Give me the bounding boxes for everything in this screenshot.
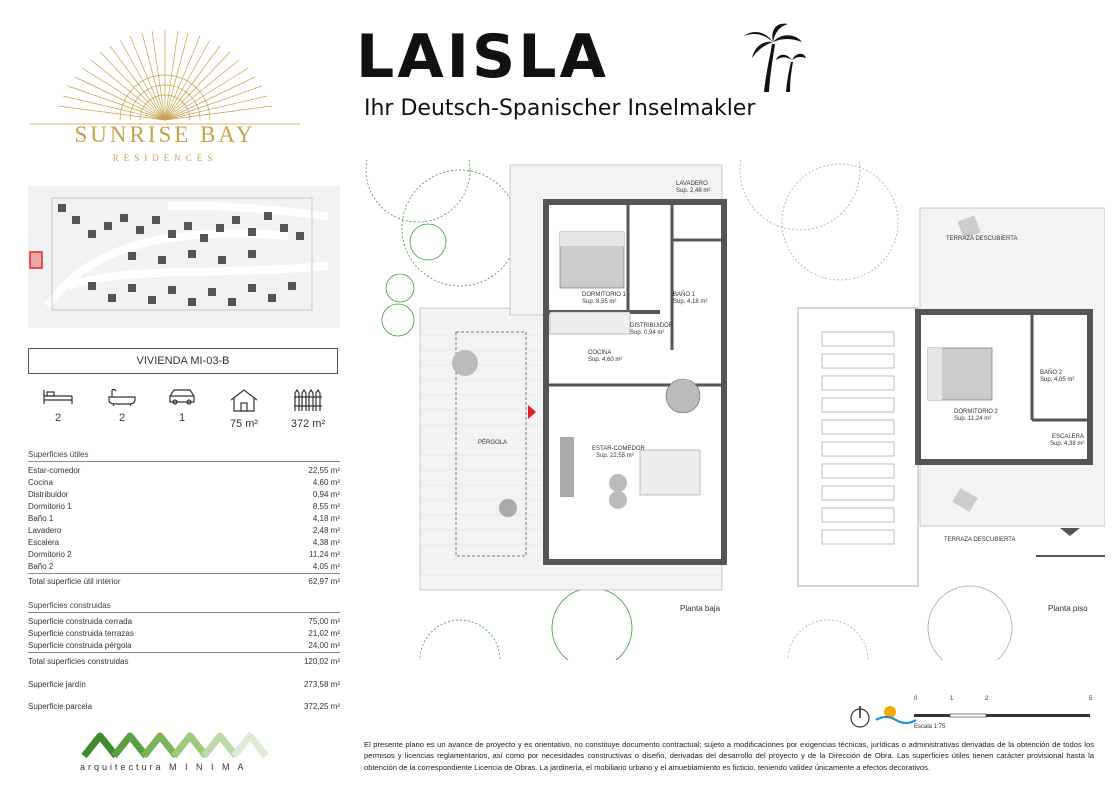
feature-icons (28, 388, 340, 438)
ground-floor-label: Planta baja (680, 604, 721, 613)
room-label-lavadero: LAVADERO (676, 181, 708, 187)
room-label-bano-2: BAÑO 2 (1040, 370, 1063, 376)
palm-tree-icon (742, 22, 806, 94)
table-row: Superficie construida terrazas 21,02 m² (28, 629, 340, 638)
laisla-logo: LAISLA (356, 22, 609, 92)
room-area-dormitorio-2: Sup. 11,24 m² (954, 416, 992, 422)
brand-subtitle: RESIDENCES (112, 153, 218, 163)
scale-tick: 2 (985, 696, 989, 702)
divider (28, 612, 340, 613)
bedrooms-feature (38, 388, 78, 424)
divider (28, 461, 340, 462)
site-plan-map (28, 186, 340, 328)
room-area-bano-1: Sup. 4,18 m² (673, 299, 708, 305)
parking-feature (162, 388, 202, 424)
table-row: Distribuidor 0,94 m² (28, 490, 340, 499)
car-icon (166, 388, 198, 406)
useful-surfaces-title: Superficies útiles (28, 450, 89, 459)
garden-row: Superficie jardín 273,58 m² (28, 680, 340, 689)
room-label-estar-comedor: ESTAR-COMEDOR (592, 446, 645, 452)
room-label-dormitorio-1: DORMITORIO 1 (582, 292, 626, 298)
bed-icon (42, 388, 74, 406)
plot-row: Superficie parcela 372,25 m² (28, 702, 340, 711)
built-area-feature (224, 388, 264, 430)
scale-tick: 0 (914, 696, 918, 702)
table-row: Dormitorio 1 8,55 m² (28, 502, 340, 511)
built-area-value: 75 m² (229, 418, 259, 430)
table-row: Cocina 4,60 m² (28, 478, 340, 487)
plot-area-feature (288, 388, 328, 430)
built-surfaces-title: Superficies construidas (28, 601, 111, 610)
room-label-pergola: PÉRGOLA (478, 440, 508, 446)
scale-tick: 5 (1089, 696, 1093, 702)
room-label-terraza-2: TERRAZA DESCUBIERTA (944, 537, 1016, 543)
table-row: Baño 2 4,05 m² (28, 562, 340, 571)
fence-icon (292, 388, 324, 412)
bathtub-icon (106, 388, 138, 406)
room-area-escalera: Sup. 4,38 m² (1050, 441, 1085, 447)
room-label-terraza-1: TERRAZA DESCUBIERTA (946, 236, 1018, 242)
tagline: Ihr Deutsch-Spanischer Inselmakler (364, 96, 756, 121)
bathrooms-feature (102, 388, 142, 424)
room-area-bano-2: Sup. 4,05 m² (1040, 377, 1075, 383)
upper-floor-label: Planta piso (1048, 604, 1088, 613)
room-label-distribuidor: DISTRIBUIDOR (630, 323, 674, 329)
divider (28, 573, 340, 574)
room-area-dormitorio-1: Sup. 8,55 m² (582, 299, 617, 305)
divider (28, 652, 340, 653)
plot-area-value: 372 m² (290, 418, 326, 430)
bedrooms-value: 2 (54, 412, 62, 424)
room-area-cocina: Sup. 4,60 m² (588, 357, 623, 363)
total-built-row: Total superficies construidas 120,02 m² (28, 657, 340, 666)
room-label-escalera: ESCALERA (1052, 434, 1085, 440)
room-label-dormitorio-2: DORMITORIO 2 (954, 409, 998, 415)
table-row: Dormitorio 2 11,24 m² (28, 550, 340, 559)
table-row: Lavadero 2,48 m² (28, 526, 340, 535)
parking-value: 1 (178, 412, 186, 424)
room-label-bano-1: BAÑO 1 (673, 292, 696, 298)
brand-name: SUNRISE BAY (74, 122, 256, 147)
house-icon (228, 388, 260, 412)
table-row: Escalera 4,38 m² (28, 538, 340, 547)
scale-tick: 1 (950, 696, 954, 702)
table-row: Estar-comedor 22,55 m² (28, 466, 340, 475)
architect-name: arquitectura M I N I M A (80, 762, 247, 772)
table-row: Superficie construida cerrada 75,00 m² (28, 617, 340, 626)
table-row: Baño 1 4,18 m² (28, 514, 340, 523)
disclaimer-text: El presente plano es un avance de proyecto y es orientativo, no constituye documento contractual; sujeto a modificaciones por exigencias técnicas, jurídicas o administrativas derivadas de la obtención de todos los permisos y licencias reglamentarios, así como por necesidades constructivas o diseño, derivadas del desarrollo del proyecto y de la Dirección de Obra. Las superficies útiles tienen carácter provisional hasta la obtención de la correspondiente Licencia de Obras. La jardinería, el mobiliario urbano y el amueblamiento es ficticio, teniendo validez únicamente a efectos decorativos. (364, 740, 1094, 772)
unit-name: VIVIENDA MI-03-B (28, 348, 338, 374)
room-label-cocina: COCINA (588, 350, 612, 356)
total-useful-row: Total superficie útil interior 62,97 m² (28, 577, 340, 586)
scale-label: Escala 1:75 (914, 724, 946, 730)
scale-bar (850, 694, 1100, 734)
room-area-estar-comedor: Sup. 22,55 m² (596, 453, 634, 459)
bathrooms-value: 2 (118, 412, 126, 424)
table-row: Superficie construida pérgola 24,00 m² (28, 641, 340, 650)
room-area-distribuidor: Sup. 0,94 m² (630, 330, 665, 336)
room-area-lavadero: Sup. 2,48 m² (676, 188, 711, 194)
